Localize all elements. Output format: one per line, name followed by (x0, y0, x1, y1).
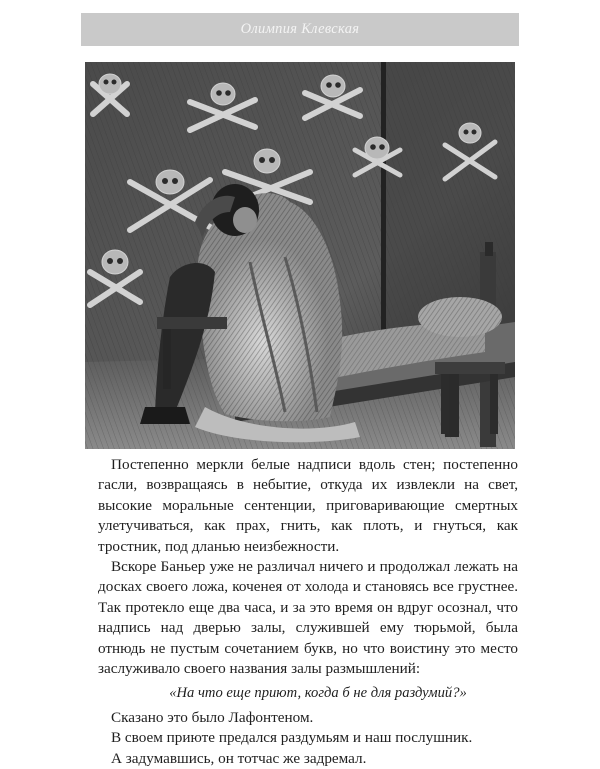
running-header (81, 13, 519, 46)
paragraph-4: В своем приюте предался раздумьям и наш послушник. (111, 729, 473, 747)
paragraph-1: Постепенно меркли белые надписи вдоль стен; постепенно гасли, возвращаясь в небытие, откуда их извлекли на свет, высокие моральные сентенции, приговаривающие смертных улетучиваться, как прах, гнить, как плоть, и гнуться, как тростник, под дланью неизбежности. (98, 456, 518, 555)
paragraph-3: Сказано это было Лафонтеном. (111, 708, 314, 726)
engraving-illustration-icon (85, 62, 515, 449)
paragraph-2: Вскоре Баньер уже не различал ничего и продолжал лежать на досках своего ложа, коченея от холода и становясь все грустнее. Так протекло еще два часа, и за это время он вдруг осознал, что надпись над дверью залы, служившей ему тюрьмой, была отнюдь не пустым сочетанием букв, но что воистину это место заслуживало своего названия залы размышлений: (98, 558, 518, 678)
engraving-illustration (85, 62, 515, 449)
running-title: Олимпия Клевская (240, 21, 360, 37)
epigraph-quote: «На что еще приют, когда б не для раздумий?» (169, 685, 467, 702)
body-text (98, 455, 518, 769)
paragraph-5: А задумавшись, он тотчас же задремал. (111, 749, 367, 767)
